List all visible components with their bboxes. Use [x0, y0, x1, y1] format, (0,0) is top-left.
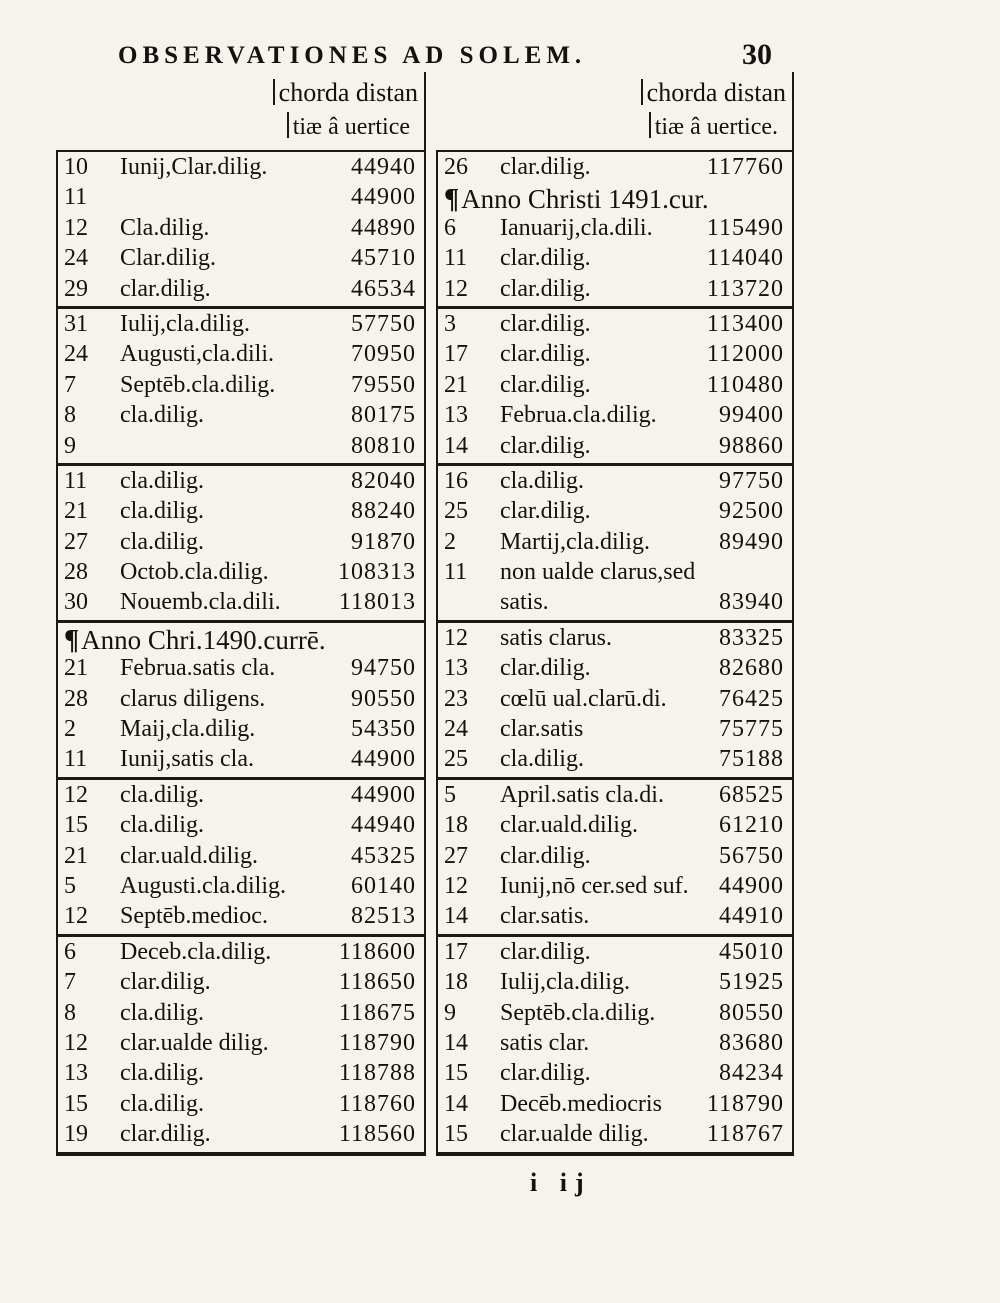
- observation-note: non ualde clarus,sed: [500, 559, 696, 586]
- observation-note: clar.dilig.: [500, 432, 591, 459]
- table-row: [438, 782, 792, 812]
- observation-note: Septēb.medioc.: [120, 903, 268, 930]
- day-number: 25: [444, 498, 468, 525]
- observation-note: cla.dilig.: [120, 467, 204, 494]
- table-row: [438, 843, 792, 873]
- chord-value: 44890: [351, 214, 416, 241]
- day-number: 11: [444, 559, 468, 586]
- year-heading-text: Anno Christi 1491.cur.: [461, 184, 709, 215]
- observation-note: Ianuarij,cla.dili.: [500, 214, 653, 241]
- pilcrow-icon: ¶: [64, 624, 80, 656]
- day-number: 15: [64, 812, 88, 839]
- chord-value: 91870: [351, 528, 416, 555]
- chord-value: 70950: [351, 341, 416, 368]
- observation-note: cla.dilig.: [120, 812, 204, 839]
- chord-value: 108313: [338, 559, 416, 586]
- chord-value: 79550: [351, 371, 416, 398]
- observation-note: Iunij,nō cer.sed suf.: [500, 872, 689, 899]
- day-number: 15: [444, 1121, 468, 1148]
- observation-group: [438, 937, 792, 1156]
- day-number: 7: [64, 969, 76, 996]
- observation-group: [438, 623, 792, 780]
- table-row: [438, 716, 792, 746]
- day-number: 8: [64, 999, 76, 1026]
- chord-value: 75775: [719, 716, 784, 743]
- table-row: [58, 686, 424, 716]
- chord-value: 118790: [706, 1090, 784, 1117]
- chord-value: 118650: [338, 969, 416, 996]
- table-row: [438, 468, 792, 498]
- chord-value: 75188: [719, 746, 784, 773]
- observation-note: cla.dilig.: [120, 528, 204, 555]
- chord-value: 80550: [719, 999, 784, 1026]
- chord-value: 80810: [351, 432, 416, 459]
- observation-note: clar.dilig.: [500, 655, 591, 682]
- table-row: [438, 276, 792, 306]
- chord-value: 118600: [338, 938, 416, 965]
- observation-note: Augusti,cla.dili.: [120, 341, 274, 368]
- observation-note: cla.dilig.: [120, 999, 204, 1026]
- day-number: 14: [444, 903, 468, 930]
- day-number: 9: [444, 999, 456, 1026]
- observation-note: Februa.satis cla.: [120, 655, 276, 682]
- observation-note: Iulij,cla.dilig.: [120, 310, 250, 337]
- observation-group: [438, 152, 792, 309]
- table-row: [438, 311, 792, 341]
- right-column: [436, 72, 794, 1156]
- table-row: [438, 245, 792, 275]
- chord-value: 115490: [706, 214, 784, 241]
- table-row: [438, 154, 792, 184]
- chord-value: 118767: [706, 1121, 784, 1148]
- column-header-line1: chorda distan: [273, 78, 418, 108]
- day-number: 2: [64, 716, 76, 743]
- observation-note: satis.: [500, 589, 549, 616]
- day-number: 28: [64, 685, 88, 712]
- day-number: 21: [64, 842, 88, 869]
- table-row: [58, 812, 424, 842]
- table-row: [58, 498, 424, 528]
- day-number: 17: [444, 341, 468, 368]
- chord-value: 44900: [351, 184, 416, 211]
- table-row: [438, 1121, 792, 1151]
- chord-value: 84234: [719, 1060, 784, 1087]
- observation-note: clar.dilig.: [500, 275, 591, 302]
- observation-note: cœlū ual.clarū.di.: [500, 685, 667, 712]
- page-number: 30: [742, 38, 772, 71]
- table-row: [438, 372, 792, 402]
- observation-note: Octob.cla.dilig.: [120, 559, 269, 586]
- chord-value: 90550: [351, 685, 416, 712]
- chord-value: 44900: [351, 781, 416, 808]
- chord-value: 82680: [719, 655, 784, 682]
- day-number: 27: [444, 842, 468, 869]
- table-row: [58, 559, 424, 589]
- day-number: 12: [444, 872, 468, 899]
- table-row: [58, 341, 424, 371]
- observation-note: Decēb.mediocris: [500, 1090, 662, 1117]
- observation-note: Cla.dilig.: [120, 214, 210, 241]
- observation-group: [438, 309, 792, 466]
- chord-value: 89490: [719, 528, 784, 555]
- day-number: 13: [444, 655, 468, 682]
- day-number: 12: [64, 781, 88, 808]
- observation-note: clar.uald.dilig.: [120, 842, 258, 869]
- chord-value: 88240: [351, 498, 416, 525]
- observation-group: [438, 466, 792, 623]
- chord-value: 51925: [719, 969, 784, 996]
- column-header: [436, 72, 794, 152]
- chord-value: 94750: [351, 655, 416, 682]
- day-number: 19: [64, 1121, 88, 1148]
- table-row: [438, 686, 792, 716]
- year-heading-text: Anno Chri.1490.currē.: [81, 624, 326, 655]
- table-row: [58, 589, 424, 619]
- chord-value: 54350: [351, 716, 416, 743]
- chord-value: 44900: [719, 872, 784, 899]
- running-head: OBSERVATIONES AD SOLEM.: [118, 42, 587, 69]
- column-header: [56, 72, 426, 152]
- day-number: 2: [444, 528, 456, 555]
- table-row: [58, 276, 424, 306]
- day-number: 12: [444, 624, 468, 651]
- observation-note: Maij,cla.dilig.: [120, 716, 256, 743]
- table-row: [58, 215, 424, 245]
- observation-group: [58, 780, 424, 937]
- day-number: 28: [64, 559, 88, 586]
- observation-group: [58, 466, 424, 623]
- column-header-line2: tiæ â uertice.: [649, 112, 778, 141]
- observation-note: Septēb.cla.dilig.: [500, 999, 656, 1026]
- table-row: [58, 311, 424, 341]
- observation-note: clar.dilig.: [120, 1121, 211, 1148]
- day-number: 11: [444, 245, 468, 272]
- day-number: 16: [444, 467, 468, 494]
- table-row: [438, 341, 792, 371]
- observation-note: clar.dilig.: [120, 969, 211, 996]
- year-heading-row: [58, 625, 424, 655]
- table-row: [438, 903, 792, 933]
- day-number: 23: [444, 685, 468, 712]
- table-row: [58, 1060, 424, 1090]
- chord-value: 61210: [719, 812, 784, 839]
- table-row: [58, 1121, 424, 1151]
- observation-note: cla.dilig.: [120, 781, 204, 808]
- chord-value: 110480: [706, 371, 784, 398]
- day-number: 11: [64, 184, 88, 211]
- day-number: 12: [444, 275, 468, 302]
- day-number: 7: [64, 371, 76, 398]
- chord-value: 46534: [351, 275, 416, 302]
- chord-value: 118560: [338, 1121, 416, 1148]
- table-row: [438, 433, 792, 463]
- observation-note: clar.dilig.: [500, 154, 591, 180]
- chord-value: 117760: [706, 154, 784, 180]
- chord-value: 83940: [719, 589, 784, 616]
- observation-note: clar.satis: [500, 716, 584, 743]
- table-row: [58, 655, 424, 685]
- day-number: 12: [64, 903, 88, 930]
- observation-note: clar.dilig.: [500, 938, 591, 965]
- observation-note: Februa.cla.dilig.: [500, 402, 657, 429]
- table-row: [58, 1030, 424, 1060]
- observation-note: clar.dilig.: [500, 245, 591, 272]
- left-table-body: [56, 152, 426, 1156]
- observation-note: clar.ualde dilig.: [500, 1121, 649, 1148]
- day-number: 11: [64, 467, 88, 494]
- chord-value: 113400: [706, 310, 784, 337]
- table-row: [438, 559, 792, 589]
- chord-value: 118675: [338, 999, 416, 1026]
- chord-value: 97750: [719, 467, 784, 494]
- table-row: [58, 716, 424, 746]
- table-row: [438, 873, 792, 903]
- table-row: [58, 746, 424, 776]
- table-row: [58, 154, 424, 184]
- table-row: [438, 589, 792, 619]
- chord-value: 92500: [719, 498, 784, 525]
- chord-value: 44940: [351, 812, 416, 839]
- observation-group: [438, 780, 792, 937]
- table-row: [438, 746, 792, 776]
- chord-value: 118790: [338, 1029, 416, 1056]
- day-number: 18: [444, 812, 468, 839]
- column-header-line2: tiæ â uertice: [287, 112, 410, 141]
- day-number: 24: [444, 716, 468, 743]
- day-number: 9: [64, 432, 76, 459]
- day-number: 21: [444, 371, 468, 398]
- observation-note: April.satis cla.di.: [500, 781, 664, 808]
- day-number: 26: [444, 154, 468, 180]
- day-number: 5: [444, 781, 456, 808]
- day-number: 21: [64, 655, 88, 682]
- observation-note: clarus diligens.: [120, 685, 266, 712]
- table-row: [58, 402, 424, 432]
- day-number: 15: [444, 1060, 468, 1087]
- chord-value: 118013: [338, 589, 416, 616]
- observation-note: clar.uald.dilig.: [500, 812, 638, 839]
- right-table-body: [436, 152, 794, 1156]
- chord-value: 118760: [338, 1090, 416, 1117]
- day-number: 13: [64, 1060, 88, 1087]
- day-number: 14: [444, 432, 468, 459]
- table-row: [438, 1060, 792, 1090]
- table-row: [58, 1000, 424, 1030]
- chord-value: 113720: [706, 275, 784, 302]
- observation-note: cla.dilig.: [120, 1090, 204, 1117]
- table-row: [438, 1030, 792, 1060]
- observation-group: [58, 937, 424, 1156]
- day-number: 24: [64, 341, 88, 368]
- table-row: [58, 529, 424, 559]
- observation-group: [58, 623, 424, 780]
- table-row: [438, 1091, 792, 1121]
- day-number: 6: [444, 214, 456, 241]
- day-number: 17: [444, 938, 468, 965]
- observation-note: clar.satis.: [500, 903, 590, 930]
- observation-note: clar.dilig.: [500, 371, 591, 398]
- observation-note: Iunij,Clar.dilig.: [120, 154, 268, 180]
- observation-note: cla.dilig.: [500, 746, 584, 773]
- chord-value: 82040: [351, 467, 416, 494]
- chord-value: 44910: [719, 903, 784, 930]
- chord-value: 57750: [351, 310, 416, 337]
- chord-value: 45325: [351, 842, 416, 869]
- table-row: [438, 812, 792, 842]
- chord-value: 44940: [351, 154, 416, 180]
- observation-note: satis clar.: [500, 1029, 590, 1056]
- observation-group: [58, 309, 424, 466]
- observation-note: clar.dilig.: [500, 842, 591, 869]
- day-number: 15: [64, 1090, 88, 1117]
- observation-note: clar.dilig.: [500, 310, 591, 337]
- table-row: [438, 402, 792, 432]
- chord-value: 112000: [706, 341, 784, 368]
- table-row: [58, 843, 424, 873]
- table-row: [438, 529, 792, 559]
- observation-note: Martij,cla.dilig.: [500, 528, 650, 555]
- table-row: [58, 468, 424, 498]
- day-number: 6: [64, 938, 76, 965]
- observation-note: Nouemb.cla.dili.: [120, 589, 281, 616]
- chord-value: 68525: [719, 781, 784, 808]
- observation-note: Iulij,cla.dilig.: [500, 969, 630, 996]
- table-row: [58, 433, 424, 463]
- day-number: 14: [444, 1090, 468, 1117]
- chord-value: 99400: [719, 402, 784, 429]
- observation-note: satis clarus.: [500, 624, 612, 651]
- table-row: [58, 873, 424, 903]
- table-row: [58, 1091, 424, 1121]
- chord-value: 114040: [706, 245, 784, 272]
- day-number: 31: [64, 310, 88, 337]
- table-row: [438, 939, 792, 969]
- year-heading: [444, 184, 709, 216]
- observation-note: clar.dilig.: [120, 275, 211, 302]
- chord-value: 83325: [719, 624, 784, 651]
- table-row: [438, 1000, 792, 1030]
- chord-value: 45010: [719, 938, 784, 965]
- observation-note: Deceb.cla.dilig.: [120, 938, 272, 965]
- observation-note: cla.dilig.: [120, 1060, 204, 1087]
- observation-note: clar.dilig.: [500, 1060, 591, 1087]
- left-column: [56, 72, 426, 1156]
- day-number: 21: [64, 498, 88, 525]
- pilcrow-icon: ¶: [444, 184, 460, 216]
- day-number: 5: [64, 872, 76, 899]
- table-row: [58, 782, 424, 812]
- chord-value: 56750: [719, 842, 784, 869]
- observation-note: cla.dilig.: [500, 467, 584, 494]
- observation-note: clar.dilig.: [500, 341, 591, 368]
- table-row: [438, 498, 792, 528]
- chord-value: 83680: [719, 1029, 784, 1056]
- signature-mark: i ij: [530, 1168, 592, 1197]
- observation-group: [58, 152, 424, 309]
- table-row: [58, 245, 424, 275]
- observation-note: cla.dilig.: [120, 498, 204, 525]
- day-number: 10: [64, 154, 88, 180]
- observation-note: Clar.dilig.: [120, 245, 216, 272]
- table-row: [438, 215, 792, 245]
- table-row: [438, 969, 792, 999]
- day-number: 25: [444, 746, 468, 773]
- chord-value: 44900: [351, 746, 416, 773]
- day-number: 11: [64, 746, 88, 773]
- column-header-line1: chorda distan: [641, 78, 786, 108]
- day-number: 12: [64, 1029, 88, 1056]
- day-number: 14: [444, 1029, 468, 1056]
- chord-value: 80175: [351, 402, 416, 429]
- day-number: 18: [444, 969, 468, 996]
- day-number: 24: [64, 245, 88, 272]
- observation-note: clar.ualde dilig.: [120, 1029, 269, 1056]
- chord-value: 60140: [351, 872, 416, 899]
- chord-value: 98860: [719, 432, 784, 459]
- chord-value: 118788: [338, 1060, 416, 1087]
- day-number: 30: [64, 589, 88, 616]
- year-heading: [64, 625, 326, 657]
- day-number: 29: [64, 275, 88, 302]
- chord-value: 45710: [351, 245, 416, 272]
- table-row: [58, 969, 424, 999]
- day-number: 3: [444, 310, 456, 337]
- table-row: [438, 655, 792, 685]
- table-row: [58, 372, 424, 402]
- table-row: [438, 625, 792, 655]
- table-row: [58, 184, 424, 214]
- observation-note: Augusti.cla.dilig.: [120, 872, 286, 899]
- observation-note: clar.dilig.: [500, 498, 591, 525]
- observation-note: cla.dilig.: [120, 402, 204, 429]
- day-number: 13: [444, 402, 468, 429]
- chord-value: 82513: [351, 903, 416, 930]
- observation-note: Septēb.cla.dilig.: [120, 371, 276, 398]
- chord-value: 76425: [719, 685, 784, 712]
- observation-note: Iunij,satis cla.: [120, 746, 254, 773]
- day-number: 12: [64, 214, 88, 241]
- table-row: [58, 939, 424, 969]
- table-row: [58, 903, 424, 933]
- day-number: 8: [64, 402, 76, 429]
- year-heading-row: [438, 184, 792, 214]
- day-number: 27: [64, 528, 88, 555]
